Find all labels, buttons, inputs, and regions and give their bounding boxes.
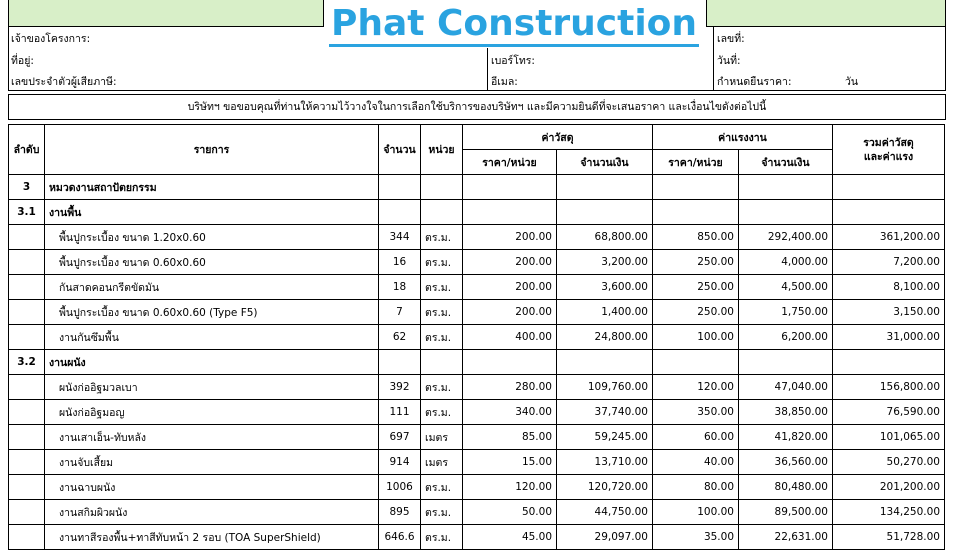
row-total: 3,150.00 [833, 300, 945, 325]
row-qty: 392 [379, 375, 421, 400]
row-mat-price [463, 350, 557, 375]
row-mat-price: 200.00 [463, 250, 557, 275]
header-lab-amount: จำนวนเงิน [739, 150, 833, 175]
header-item: รายการ [45, 125, 379, 175]
row-mat-price: 280.00 [463, 375, 557, 400]
row-item: งานกันซึมพื้น [45, 325, 379, 350]
row-lab-price: 850.00 [653, 225, 739, 250]
table-row [9, 450, 945, 475]
row-no [9, 300, 45, 325]
row-qty: 111 [379, 400, 421, 425]
table-row [9, 250, 945, 275]
row-no: 3.1 [9, 200, 45, 225]
row-lab-amount: 4,500.00 [739, 275, 833, 300]
header-total [833, 125, 945, 175]
row-mat-amount [557, 200, 653, 225]
row-lab-price: 35.00 [653, 525, 739, 550]
table-row [9, 375, 945, 400]
row-qty [379, 350, 421, 375]
row-unit: ตร.ม. [421, 325, 463, 350]
notice-banner: บริษัทฯ ขอขอบคุณที่ท่านให้ความไว้วางใจในการเลือกใช้บริการของบริษัทฯ และมีความยินดีที่จะเสนอราคา และเงื่อนไขดังต่อไปนี้ [8, 94, 946, 120]
row-lab-price: 100.00 [653, 325, 739, 350]
table-row [9, 225, 945, 250]
row-mat-price: 200.00 [463, 275, 557, 300]
row-total [833, 350, 945, 375]
header-mat-amount: จำนวนเงิน [557, 150, 653, 175]
row-total [833, 175, 945, 200]
row-qty: 62 [379, 325, 421, 350]
row-lab-price: 250.00 [653, 275, 739, 300]
info-divider-1 [487, 48, 488, 90]
due-label: กำหนดยืนราคา: [717, 76, 792, 88]
row-mat-price: 200.00 [463, 225, 557, 250]
row-no [9, 225, 45, 250]
row-lab-price: 250.00 [653, 250, 739, 275]
row-lab-amount: 36,560.00 [739, 450, 833, 475]
row-total: 7,200.00 [833, 250, 945, 275]
info-divider-2 [713, 26, 714, 90]
row-lab-amount [739, 200, 833, 225]
row-lab-amount: 1,750.00 [739, 300, 833, 325]
row-lab-price: 350.00 [653, 400, 739, 425]
row-lab-price: 40.00 [653, 450, 739, 475]
row-mat-amount: 3,600.00 [557, 275, 653, 300]
email-label: อีเมล: [491, 76, 518, 88]
row-mat-amount: 29,097.00 [557, 525, 653, 550]
row-mat-price: 200.00 [463, 300, 557, 325]
row-total: 134,250.00 [833, 500, 945, 525]
row-unit [421, 175, 463, 200]
phone-label: เบอร์โทร: [491, 55, 535, 67]
row-no [9, 275, 45, 300]
row-item: งานเสาเอ็น-ทับหลัง [45, 425, 379, 450]
row-unit: ตร.ม. [421, 300, 463, 325]
row-unit [421, 200, 463, 225]
docno-label: เลขที่: [717, 33, 745, 45]
row-unit: เมตร [421, 425, 463, 450]
row-item: งานสกิมผิวผนัง [45, 500, 379, 525]
row-qty: 344 [379, 225, 421, 250]
row-qty: 16 [379, 250, 421, 275]
table-row [9, 400, 945, 425]
row-lab-amount [739, 175, 833, 200]
header-no: ลำดับ [9, 125, 45, 175]
row-item: งานทาสีรองพื้น+ทาสีทับหน้า 2 รอบ (TOA SuperShield) [45, 525, 379, 550]
row-lab-price: 120.00 [653, 375, 739, 400]
row-mat-amount [557, 350, 653, 375]
quotation-table [8, 124, 945, 550]
row-unit: ตร.ม. [421, 375, 463, 400]
row-lab-amount: 41,820.00 [739, 425, 833, 450]
row-no [9, 400, 45, 425]
row-item: ผนังก่ออิฐมวลเบา [45, 375, 379, 400]
row-lab-price: 80.00 [653, 475, 739, 500]
row-item: พื้นปูกระเบื้อง ขนาด 1.20x0.60 [45, 225, 379, 250]
row-qty: 646.6 [379, 525, 421, 550]
row-no: 3.2 [9, 350, 45, 375]
row-no: 3 [9, 175, 45, 200]
row-mat-price [463, 200, 557, 225]
row-total: 201,200.00 [833, 475, 945, 500]
header-unit: หน่วย [421, 125, 463, 175]
row-no [9, 525, 45, 550]
row-lab-amount: 292,400.00 [739, 225, 833, 250]
row-unit: ตร.ม. [421, 275, 463, 300]
header-strip-right [706, 0, 946, 27]
owner-label: เจ้าของโครงการ: [11, 33, 91, 45]
row-total: 101,065.00 [833, 425, 945, 450]
row-total [833, 200, 945, 225]
row-no [9, 425, 45, 450]
header-lab-price: ราคา/หน่วย [653, 150, 739, 175]
header-labor: ค่าแรงงาน [653, 125, 833, 150]
row-mat-amount: 120,720.00 [557, 475, 653, 500]
row-mat-amount: 44,750.00 [557, 500, 653, 525]
row-lab-amount: 80,480.00 [739, 475, 833, 500]
category-row [9, 350, 945, 375]
row-lab-price: 100.00 [653, 500, 739, 525]
row-unit [421, 350, 463, 375]
row-qty: 697 [379, 425, 421, 450]
row-total: 8,100.00 [833, 275, 945, 300]
row-qty: 1006 [379, 475, 421, 500]
row-lab-amount: 4,000.00 [739, 250, 833, 275]
row-total: 31,000.00 [833, 325, 945, 350]
row-lab-amount [739, 350, 833, 375]
row-mat-price: 45.00 [463, 525, 557, 550]
row-total: 76,590.00 [833, 400, 945, 425]
row-item: กันสาดคอนกรีตขัดมัน [45, 275, 379, 300]
row-mat-price: 50.00 [463, 500, 557, 525]
header-total-line2: และค่าแรง [863, 150, 914, 163]
row-unit: ตร.ม. [421, 225, 463, 250]
address-label: ที่อยู่: [11, 55, 34, 67]
row-no [9, 500, 45, 525]
row-lab-amount: 22,631.00 [739, 525, 833, 550]
row-item: พื้นปูกระเบื้อง ขนาด 0.60x0.60 (Type F5) [45, 300, 379, 325]
taxid-label: เลขประจำตัวผู้เสียภาษี: [11, 76, 117, 88]
row-unit: ตร.ม. [421, 250, 463, 275]
row-mat-price: 340.00 [463, 400, 557, 425]
row-qty: 895 [379, 500, 421, 525]
row-mat-amount: 24,800.00 [557, 325, 653, 350]
row-mat-amount: 3,200.00 [557, 250, 653, 275]
row-no [9, 325, 45, 350]
row-item: พื้นปูกระเบื้อง ขนาด 0.60x0.60 [45, 250, 379, 275]
row-mat-amount: 68,800.00 [557, 225, 653, 250]
row-mat-price [463, 175, 557, 200]
row-item: งานพื้น [45, 200, 379, 225]
row-unit: ตร.ม. [421, 525, 463, 550]
row-lab-amount: 6,200.00 [739, 325, 833, 350]
row-lab-amount: 47,040.00 [739, 375, 833, 400]
row-unit: ตร.ม. [421, 475, 463, 500]
row-unit: ตร.ม. [421, 500, 463, 525]
table-row [9, 500, 945, 525]
row-qty [379, 200, 421, 225]
table-row [9, 425, 945, 450]
row-lab-price: 250.00 [653, 300, 739, 325]
row-lab-price [653, 200, 739, 225]
row-mat-amount: 1,400.00 [557, 300, 653, 325]
row-mat-amount: 59,245.00 [557, 425, 653, 450]
row-mat-amount: 109,760.00 [557, 375, 653, 400]
table-row [9, 300, 945, 325]
row-item: หมวดงานสถาปัตยกรรม [45, 175, 379, 200]
header-strip-left [8, 0, 324, 27]
header-mat-price: ราคา/หน่วย [463, 150, 557, 175]
row-mat-price: 400.00 [463, 325, 557, 350]
row-item: ผนังก่ออิฐมอญ [45, 400, 379, 425]
row-mat-price: 85.00 [463, 425, 557, 450]
logo-text: Phat Construction [329, 3, 699, 47]
row-qty: 914 [379, 450, 421, 475]
table-row [9, 325, 945, 350]
row-lab-price: 60.00 [653, 425, 739, 450]
row-mat-price: 120.00 [463, 475, 557, 500]
row-unit: ตร.ม. [421, 400, 463, 425]
row-item: งานผนัง [45, 350, 379, 375]
row-lab-price [653, 175, 739, 200]
category-row [9, 175, 945, 200]
due-unit: วัน [845, 76, 859, 88]
row-total: 156,800.00 [833, 375, 945, 400]
row-mat-price: 15.00 [463, 450, 557, 475]
row-total: 50,270.00 [833, 450, 945, 475]
row-item: งานจับเสี้ยม [45, 450, 379, 475]
row-lab-amount: 89,500.00 [739, 500, 833, 525]
row-mat-amount: 37,740.00 [557, 400, 653, 425]
row-total: 51,728.00 [833, 525, 945, 550]
row-mat-amount [557, 175, 653, 200]
header-qty: จำนวน [379, 125, 421, 175]
row-lab-amount: 38,850.00 [739, 400, 833, 425]
row-qty: 7 [379, 300, 421, 325]
header-total-line1: รวมค่าวัสดุ [863, 136, 914, 149]
date-label: วันที่: [717, 55, 741, 67]
category-row [9, 200, 945, 225]
row-qty [379, 175, 421, 200]
row-qty: 18 [379, 275, 421, 300]
table-row [9, 475, 945, 500]
row-total: 361,200.00 [833, 225, 945, 250]
row-no [9, 250, 45, 275]
table-row [9, 275, 945, 300]
info-block [8, 26, 946, 91]
table-row [9, 525, 945, 550]
row-mat-amount: 13,710.00 [557, 450, 653, 475]
row-item: งานฉาบผนัง [45, 475, 379, 500]
row-no [9, 450, 45, 475]
row-no [9, 475, 45, 500]
row-unit: เมตร [421, 450, 463, 475]
row-no [9, 375, 45, 400]
row-lab-price [653, 350, 739, 375]
table-body [9, 175, 945, 550]
header-material: ค่าวัสดุ [463, 125, 653, 150]
